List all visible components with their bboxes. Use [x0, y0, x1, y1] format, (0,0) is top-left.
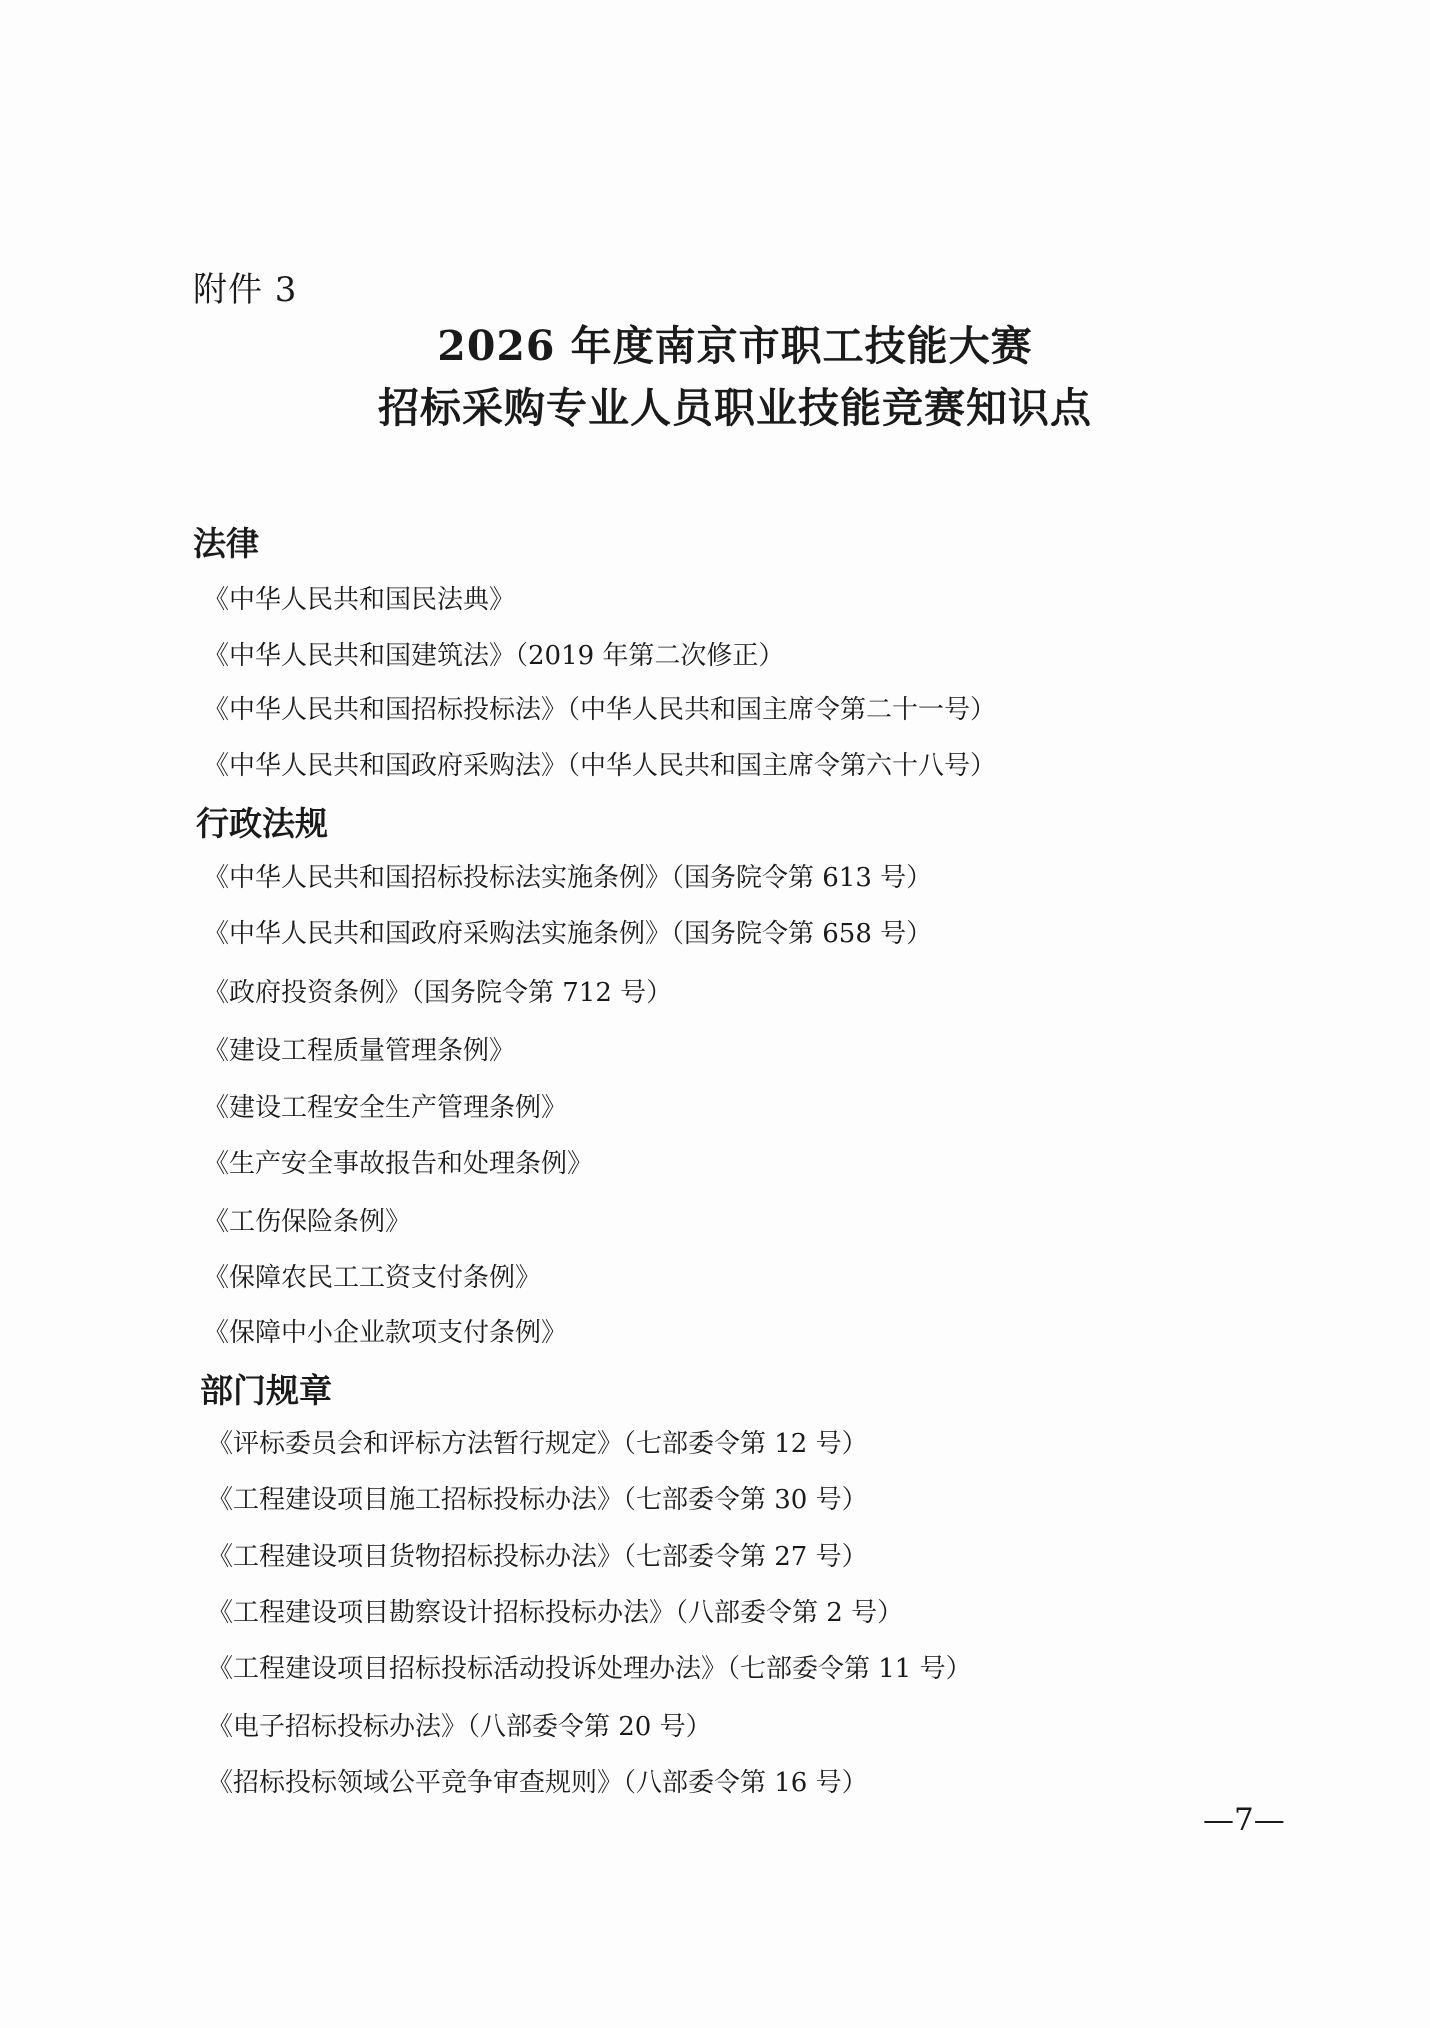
attachment-label: 附件 3 — [193, 270, 298, 310]
list-item: 《中华人民共和国招标投标法实施条例》（国务院令第 613 号） — [203, 863, 933, 893]
document-title-line-2: 招标采购专业人员职业技能竞赛知识点 — [378, 384, 1092, 432]
list-item: 《建设工程质量管理条例》 — [203, 1036, 516, 1066]
list-item: 《保障中小企业款项支付条例》 — [203, 1318, 568, 1348]
list-item: 《工伤保险条例》 — [203, 1207, 412, 1237]
list-item: 《中华人民共和国民法典》 — [203, 585, 516, 615]
list-item: 《电子招标投标办法》（八部委令第 20 号） — [207, 1712, 712, 1742]
list-item: 《中华人民共和国建筑法》（2019 年第二次修正） — [203, 641, 785, 671]
section-heading-admin-regulations: 行政法规 — [196, 804, 328, 843]
list-item: 《工程建设项目施工招标投标办法》（七部委令第 30 号） — [207, 1485, 868, 1515]
list-item: 《生产安全事故报告和处理条例》 — [203, 1149, 594, 1179]
list-item: 《中华人民共和国招标投标法》（中华人民共和国主席令第二十一号） — [203, 695, 997, 725]
list-item: 《建设工程安全生产管理条例》 — [203, 1093, 568, 1123]
list-item: 《中华人民共和国政府采购法》（中华人民共和国主席令第六十八号） — [203, 751, 997, 781]
list-item: 《政府投资条例》（国务院令第 712 号） — [203, 978, 673, 1008]
list-item: 《工程建设项目货物招标投标办法》（七部委令第 27 号） — [207, 1542, 868, 1572]
list-item: 《中华人民共和国政府采购法实施条例》（国务院令第 658 号） — [203, 919, 933, 949]
list-item: 《工程建设项目招标投标活动投诉处理办法》（七部委令第 11 号） — [207, 1654, 972, 1684]
document-title-line-1: 2026 年度南京市职工技能大赛 — [437, 322, 1033, 370]
list-item: 《招标投标领域公平竞争审查规则》（八部委令第 16 号） — [207, 1768, 868, 1798]
list-item: 《评标委员会和评标方法暂行规定》（七部委令第 12 号） — [207, 1429, 868, 1459]
list-item: 《工程建设项目勘察设计招标投标办法》（八部委令第 2 号） — [207, 1598, 904, 1628]
section-heading-department-rules: 部门规章 — [200, 1371, 332, 1410]
section-heading-law: 法律 — [193, 524, 259, 563]
page-number: —7— — [1203, 1802, 1285, 1838]
list-item: 《保障农民工工资支付条例》 — [203, 1263, 542, 1293]
